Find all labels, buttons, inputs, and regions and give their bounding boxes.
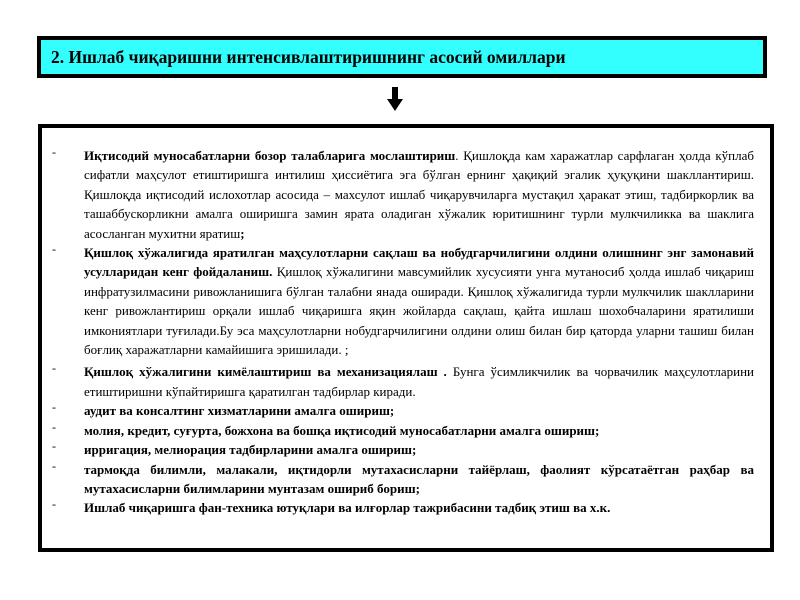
header-box — [37, 36, 767, 78]
item-text: Қишлоқ хўжалигини мавсумийлик хусусияти унга мутаносиб ҳолда ишлаб чиқариш инфратузилмасини ривожланишига бўлган талабни янада оширади. Қишлоқ хўжалигида турли мулкчилик шаклларини кенг ривожлантириш орқали ишлаб чиқаришга яқин жойларда сақлаш, қайта ишлаш шохобчаларини яратилиши имкониятлари туғилади.Бу эса маҳсулотларни нобудгарчилигини олдини олиш билан бир қаторда уларни ташиш билан боғлиқ харажатларни камайишига эришилади. ; — [84, 264, 754, 358]
bullet-marker: - — [52, 242, 56, 257]
factors-list-box — [38, 124, 774, 552]
list-item — [52, 146, 754, 243]
list-item — [52, 440, 754, 459]
factors-list — [52, 146, 754, 518]
item-heading: аудит ва консалтинг хизматларини амалга ошириш; — [84, 403, 395, 419]
bullet-marker: - — [52, 458, 56, 473]
item-heading: Қишлоқ хўжалигида яратилган маҳсулотларни сақлаш ва нобудгарчилигини олдини олишнинг энг замонавий усулларидан кенг фойдаланиш. — [84, 245, 754, 280]
list-item — [52, 498, 754, 517]
item-text: Бунга ўсимликчилик ва чорвачилик маҳсулотларини етиштиришни кўпайтиришга қаратилган тадбирлар киради. — [84, 364, 754, 399]
bullet-marker: - — [52, 497, 56, 512]
bullet-marker: - — [52, 400, 56, 415]
bullet-marker: - — [52, 145, 56, 159]
item-heading: Иқтисодий муносабатларни бозор талабларига мослаштириш — [84, 148, 456, 163]
list-item — [52, 362, 754, 401]
bullet-marker: - — [52, 439, 56, 454]
list-item — [52, 401, 754, 420]
list-item — [52, 421, 754, 440]
item-heading: молия, кредит, суғурта, божхона ва бошқа иқтисодий муносабатларни амалга ошириш; — [84, 422, 600, 438]
item-heading: Ишлаб чиқаришга фан-техника ютуқлари ва илғорлар тажрибасини тадбиқ этиш ва х.к. — [84, 500, 611, 516]
page-title: 2. Ишлаб чиқаришни интенсивлаштиришнинг асосий омиллари — [51, 46, 566, 67]
list-item — [52, 460, 754, 499]
bullet-marker: - — [52, 361, 56, 376]
item-heading: Қишлоқ хўжалигини кимёлаштириш ва механизациялаш . — [84, 364, 447, 380]
down-arrow-icon — [387, 87, 403, 111]
item-text: . Қишлоқда кам харажатлар сарфлаган ҳолда кўплаб сифатли маҳсулот етиштиришга интилиш ҳиссиётига эга бўлган ернинг ҳақиқий эгалик ҳуқуқини шакллантириш. Қишлоқда иқтисодий ислохотлар асосида – махсулот ишлаб чиқарувчиларга мустақил ҳаракат этиш, тадбиркорлик ва ташаббускорликни амалга оширишга замин ярата оладиган хўжалик юритишнинг турли мулкчиликка ва шаклига асосланган мухитни яратиш — [84, 148, 754, 241]
bullet-marker: - — [52, 419, 56, 434]
list-item — [52, 243, 754, 359]
item-tail: ; — [240, 225, 245, 241]
item-heading: тармоқда билимли, малакали, иқтидорли мутахасисларни тайёрлаш, фаолият кўрсатаётган раҳбар ва мутахасисларни билимларини мунтазам ошириб бориш; — [84, 461, 754, 496]
item-heading: ирригация, мелиорация тадбирларини амалга ошириш; — [84, 442, 417, 458]
